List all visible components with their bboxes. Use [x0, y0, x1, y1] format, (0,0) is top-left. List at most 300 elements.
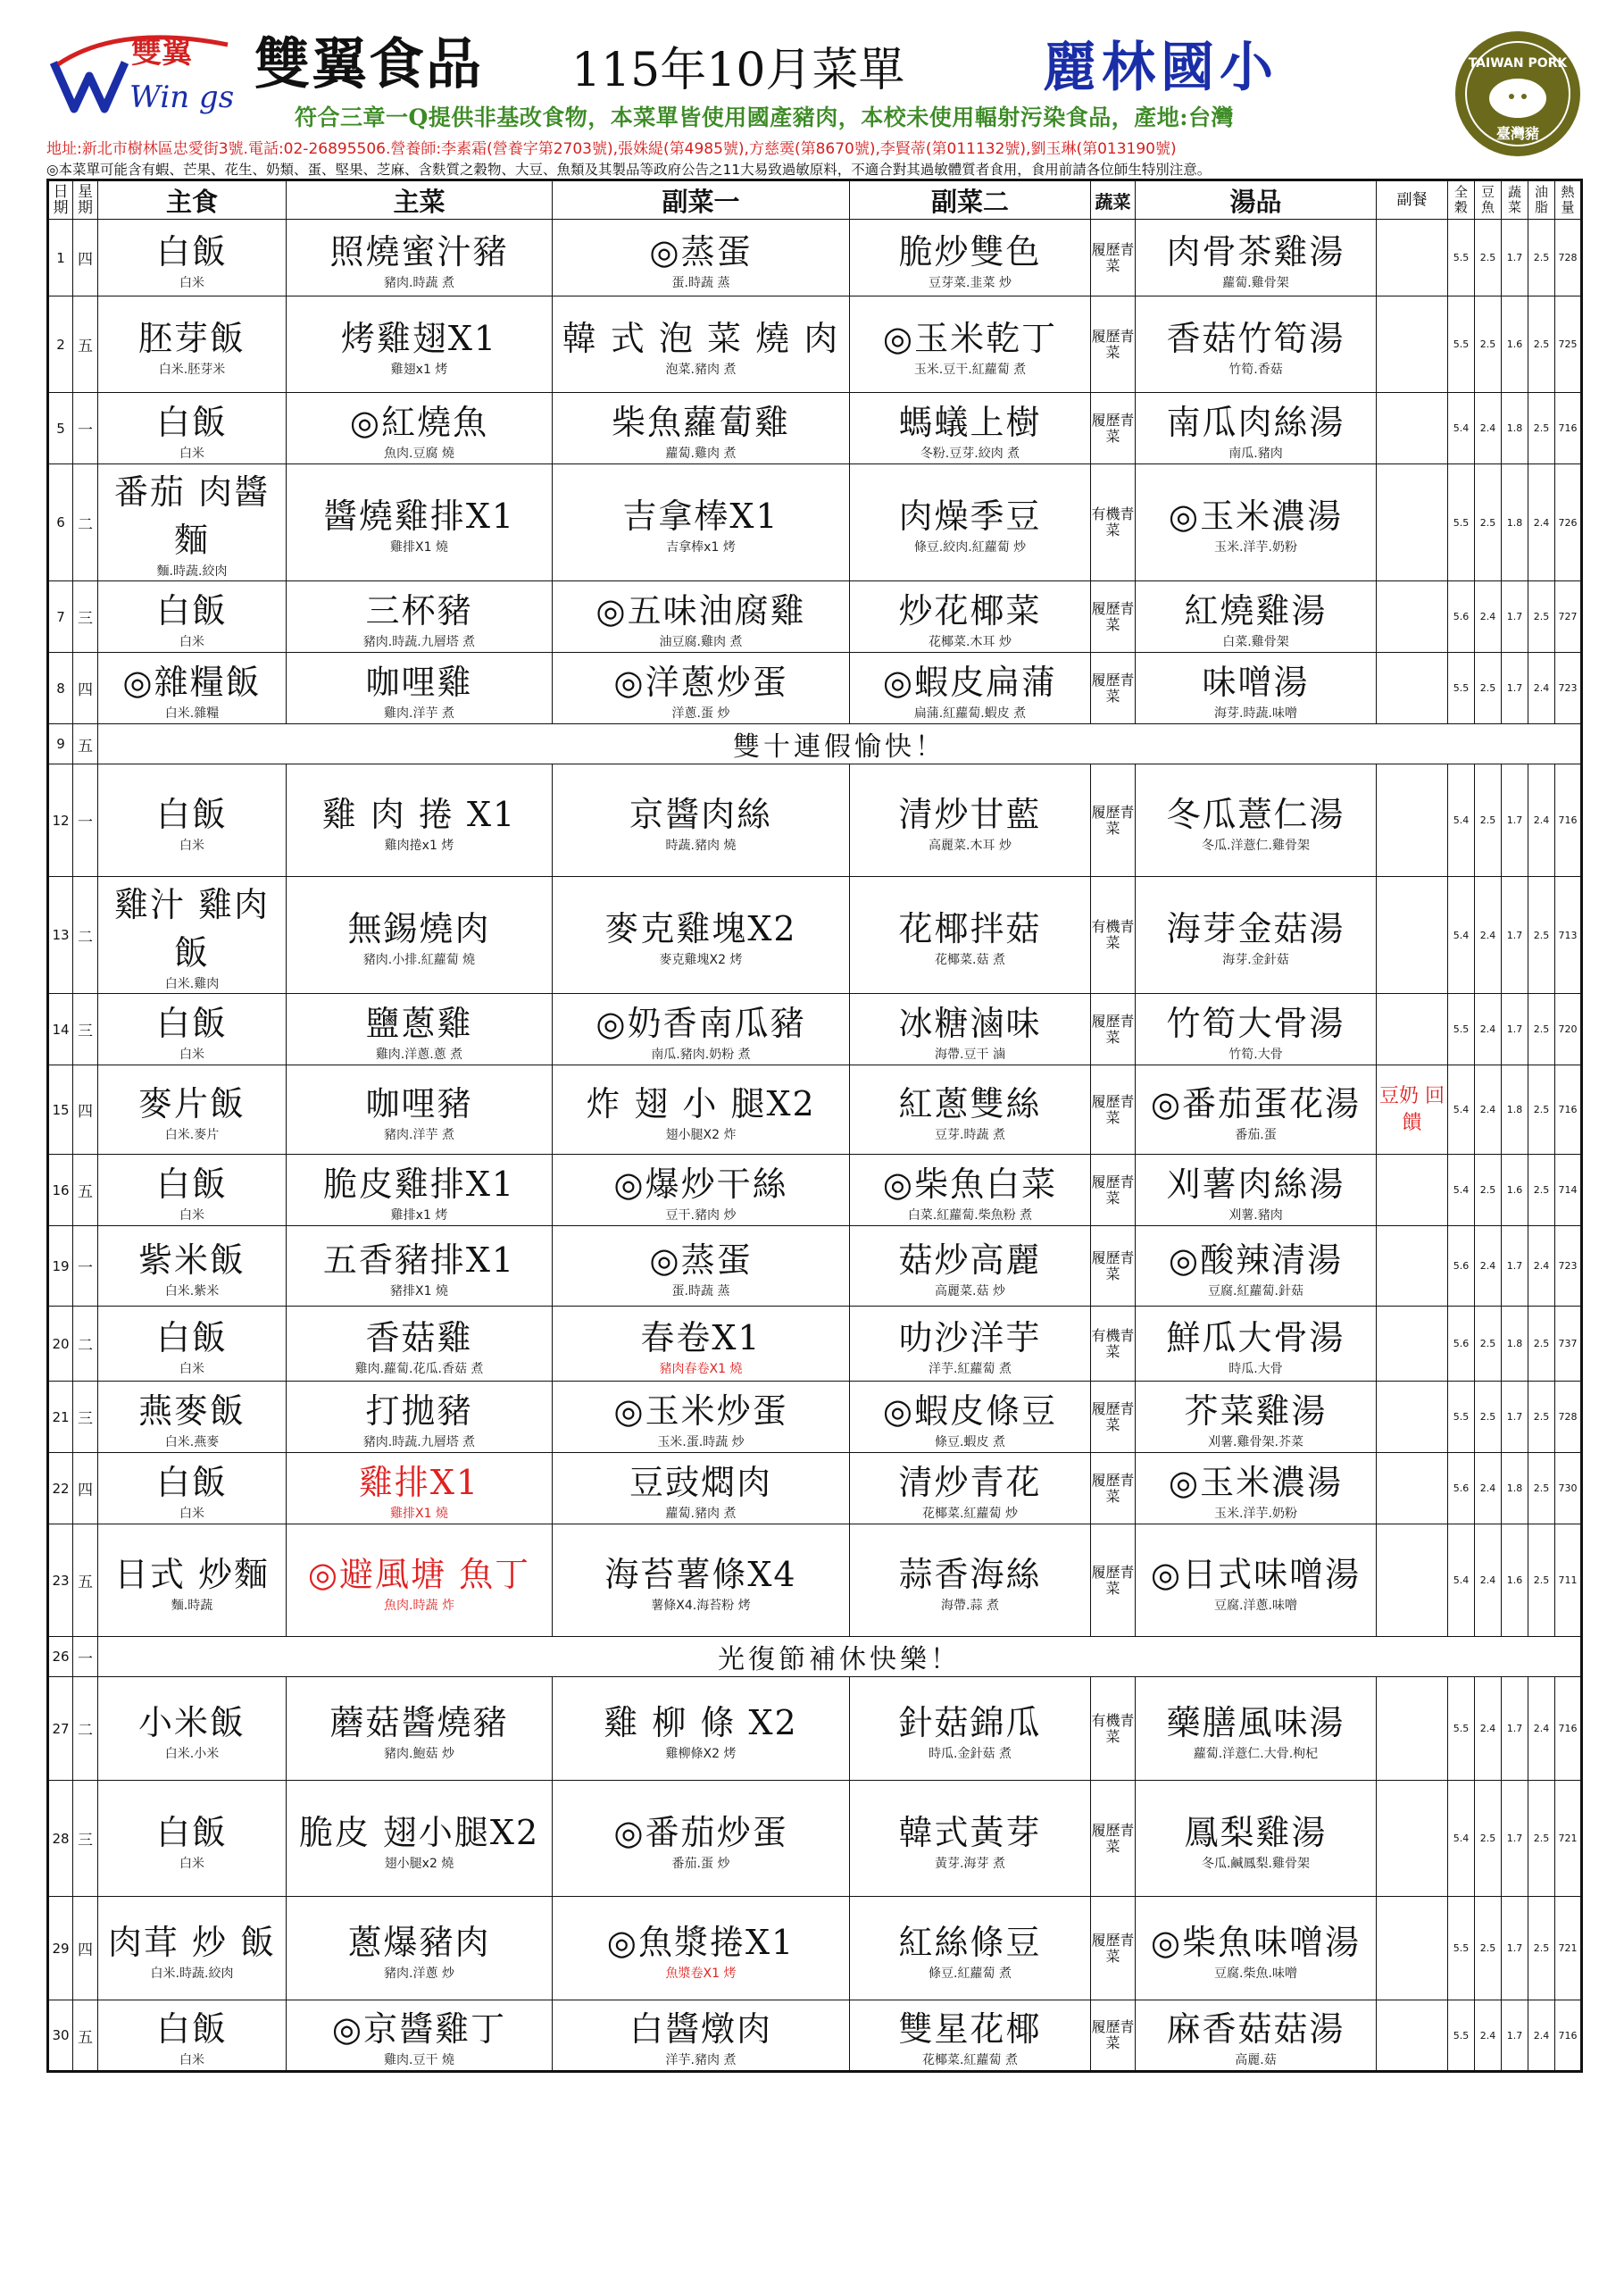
side1-ingredients: 吉拿棒x1 烤	[666, 540, 736, 555]
vendor-info: 地址:新北市樹林區忠愛街3號.電話:02-26895506.營養師:李素霜(營養字第2703號),張姝緹(第4985號),方慈霙(第8670號),李賢蒂(第011132號),劉玉琳(第013190號)	[46, 140, 1177, 158]
soup-cell	[1136, 1781, 1377, 1897]
menu-header	[0, 0, 1624, 179]
main-ingredients: 雞肉.洋芋 煮	[384, 706, 454, 721]
vegetable-value: 1.8	[1502, 464, 1528, 581]
staple-ingredients: 白米	[179, 275, 204, 290]
soup-cell	[1136, 296, 1377, 393]
side1-name: ◎魚漿捲X1	[606, 1922, 795, 1962]
main-name: ◎避風塘 魚丁	[307, 1554, 531, 1594]
side2-name: 菇炒高麗	[898, 1240, 1042, 1280]
staple-name: 白飯	[155, 1317, 228, 1357]
staple-name: 日式 炒麵	[113, 1554, 271, 1594]
side2-name: 針菇錦瓜	[898, 1702, 1042, 1742]
date-cell: 8	[48, 653, 73, 724]
side2-dish	[850, 996, 1090, 1064]
weekday-cell: 五	[73, 1524, 98, 1637]
calories-value: 716	[1555, 1065, 1582, 1155]
badge-bottom-text: 臺灣豬	[1495, 125, 1540, 142]
grain-value: 5.4	[1448, 1781, 1475, 1897]
side2-ingredients: 花椰菜.紅蘿蔔 煮	[922, 2053, 1018, 2067]
side1-name: 雞 柳 條 X2	[604, 1702, 798, 1742]
soup-ingredients: 玉米.洋芋.奶粉	[1214, 1506, 1297, 1521]
main-cell	[287, 764, 553, 877]
main-dish	[287, 1383, 552, 1451]
main-dish	[287, 1805, 552, 1873]
main-cell	[287, 393, 553, 464]
main-cell	[287, 1155, 553, 1226]
side1-name: ◎蒸蛋	[649, 1240, 753, 1280]
soup-ingredients: 豆腐.紅蘿蔔.針菇	[1208, 1283, 1303, 1298]
fat-value: 2.5	[1528, 994, 1555, 1065]
extra-cell	[1377, 2000, 1448, 2072]
side1-cell	[553, 653, 850, 724]
grain-value: 5.5	[1448, 1382, 1475, 1453]
veg-cell: 履歷青菜	[1091, 220, 1136, 296]
veg-cell: 履歷青菜	[1091, 764, 1136, 877]
side2-ingredients: 白菜.紅蘿蔔.柴魚粉 煮	[907, 1207, 1033, 1223]
grain-value: 5.5	[1448, 2000, 1475, 2072]
col-side2: 副菜二	[850, 180, 1091, 220]
logo-text: 雙翼	[131, 35, 192, 71]
soup-ingredients: 冬瓜.鹹鳳梨.雞骨架	[1202, 1856, 1310, 1871]
soup-cell	[1136, 1155, 1377, 1226]
soup-ingredients: 豆腐.洋蔥.味噌	[1214, 1598, 1297, 1613]
extra-cell	[1377, 877, 1448, 994]
veg-cell: 有機青菜	[1091, 1307, 1136, 1382]
side2-cell	[850, 2000, 1091, 2072]
soup-name: 肉骨茶雞湯	[1166, 231, 1345, 271]
main-ingredients: 豬肉.洋蔥 炒	[384, 1966, 454, 1981]
side1-dish	[553, 996, 849, 1064]
holiday-row	[48, 724, 1582, 764]
side1-ingredients: 南瓜.豬肉.奶粉 煮	[651, 1047, 751, 1062]
main-ingredients: 雞肉.洋蔥.蔥 煮	[375, 1047, 463, 1062]
protein-value: 2.5	[1475, 464, 1502, 581]
grain-value: 5.5	[1448, 220, 1475, 296]
side2-cell	[850, 764, 1091, 877]
logo-sub: Win gs	[129, 79, 235, 115]
vegetable-value: 1.6	[1502, 1155, 1528, 1226]
col-weekday: 星期	[73, 180, 98, 220]
col-vegetable: 蔬菜	[1502, 180, 1528, 220]
soup-name: ◎玉米濃湯	[1168, 1462, 1344, 1502]
soup-cell	[1136, 1453, 1377, 1524]
staple-cell	[98, 393, 287, 464]
soup-dish	[1136, 1076, 1376, 1144]
extra-cell	[1377, 1781, 1448, 1897]
soup-name: ◎番茄蛋花湯	[1150, 1083, 1362, 1123]
side2-ingredients: 海帶.蒜 煮	[941, 1598, 999, 1613]
veg-cell: 履歷青菜	[1091, 1524, 1136, 1637]
side2-dish	[850, 395, 1090, 463]
vegetable-value: 1.7	[1502, 1382, 1528, 1453]
extra-cell	[1377, 581, 1448, 653]
side2-name: 雙星花椰	[898, 2009, 1042, 2049]
company-title: 雙翼食品	[254, 31, 484, 96]
main-ingredients: 魚肉.時蔬 炸	[384, 1598, 454, 1613]
staple-dish	[98, 996, 286, 1064]
side2-cell	[850, 1155, 1091, 1226]
staple-cell	[98, 1524, 287, 1637]
main-dish	[287, 901, 552, 969]
side1-dish	[553, 1383, 849, 1451]
side2-cell	[850, 1307, 1091, 1382]
protein-value: 2.5	[1475, 1382, 1502, 1453]
protein-value: 2.5	[1475, 296, 1502, 393]
grain-value: 5.4	[1448, 393, 1475, 464]
side2-dish	[850, 1805, 1090, 1873]
staple-ingredients: 麵.時蔬.絞肉	[156, 564, 228, 579]
staple-ingredients: 白米.時蔬.絞肉	[150, 1966, 234, 1981]
side1-ingredients: 麥克雞塊X2 烤	[659, 953, 743, 967]
grain-value: 5.4	[1448, 764, 1475, 877]
main-cell	[287, 220, 553, 296]
side2-name: 冰糖滷味	[898, 1003, 1042, 1043]
protein-value: 2.5	[1475, 1897, 1502, 2000]
main-cell	[287, 1307, 553, 1382]
main-name: ◎紅燒魚	[349, 402, 489, 442]
protein-value: 2.5	[1475, 1307, 1502, 1382]
side1-cell	[553, 1155, 850, 1226]
side1-ingredients: 蛋.時蔬 蒸	[671, 275, 730, 290]
staple-dish	[98, 1805, 286, 1873]
extra-cell	[1377, 1307, 1448, 1382]
main-ingredients: 雞排X1 燒	[390, 1506, 448, 1521]
grain-value: 5.4	[1448, 1155, 1475, 1226]
soup-ingredients: 時瓜.大骨	[1228, 1361, 1283, 1376]
staple-dish	[98, 655, 286, 722]
main-ingredients: 豬排X1 燒	[390, 1283, 448, 1298]
vegetable-value: 1.8	[1502, 1453, 1528, 1524]
side1-ingredients: 豬肉春卷X1 燒	[659, 1361, 743, 1376]
fat-value: 2.5	[1528, 581, 1555, 653]
side1-ingredients: 蘿蔔.豬肉 煮	[665, 1506, 737, 1521]
protein-value: 2.4	[1475, 1065, 1502, 1155]
side1-ingredients: 泡菜.豬肉 煮	[665, 362, 737, 377]
side2-ingredients: 條豆.絞肉.紅蘿蔔 炒	[913, 540, 1027, 555]
main-name: 蘑菇醬燒豬	[329, 1702, 509, 1742]
veg-cell: 履歷青菜	[1091, 1382, 1136, 1453]
protein-value: 2.4	[1475, 1677, 1502, 1781]
side2-ingredients: 條豆.蝦皮 煮	[935, 1434, 1005, 1449]
vegetable-value: 1.7	[1502, 220, 1528, 296]
staple-name: 小米飯	[137, 1702, 246, 1742]
soup-dish	[1136, 2001, 1376, 2069]
soup-dish	[1136, 1455, 1376, 1523]
staple-ingredients: 白米	[179, 1361, 204, 1376]
side2-cell	[850, 220, 1091, 296]
fat-value: 2.4	[1528, 653, 1555, 724]
soup-name: ◎日式味噌湯	[1150, 1554, 1362, 1594]
staple-name: 白飯	[155, 590, 228, 630]
col-extra: 副餐	[1377, 180, 1448, 220]
vegetable-value: 1.7	[1502, 1897, 1528, 2000]
side2-dish	[850, 1455, 1090, 1523]
main-dish	[287, 996, 552, 1064]
soup-name: ◎玉米濃湯	[1168, 497, 1344, 536]
soup-name: ◎酸辣清湯	[1168, 1240, 1344, 1280]
side1-dish	[553, 583, 849, 651]
side2-ingredients: 扁蒲.紅蘿蔔.蝦皮 煮	[913, 706, 1027, 721]
main-name: 鹽蔥雞	[365, 1003, 473, 1043]
soup-cell	[1136, 877, 1377, 994]
protein-value: 2.4	[1475, 1226, 1502, 1307]
fat-value: 2.4	[1528, 764, 1555, 877]
soup-ingredients: 白菜.雞骨架	[1222, 634, 1289, 649]
company-logo	[49, 27, 237, 121]
side2-dish	[850, 583, 1090, 651]
main-cell	[287, 2000, 553, 2072]
col-staple: 主食	[98, 180, 287, 220]
soup-cell	[1136, 1677, 1377, 1781]
veg-cell: 履歷青菜	[1091, 1155, 1136, 1226]
soup-dish	[1136, 583, 1376, 651]
weekday-cell: 四	[73, 220, 98, 296]
date-cell: 2	[48, 296, 73, 393]
protein-value: 2.4	[1475, 581, 1502, 653]
staple-cell	[98, 1065, 287, 1155]
calories-value: 713	[1555, 877, 1582, 994]
date-cell: 16	[48, 1155, 73, 1226]
staple-cell	[98, 1897, 287, 2000]
soup-dish	[1136, 901, 1376, 969]
calories-value: 716	[1555, 1677, 1582, 1781]
menu-row	[48, 877, 1582, 994]
date-cell: 20	[48, 1307, 73, 1382]
fat-value: 2.5	[1528, 1897, 1555, 2000]
protein-value: 2.4	[1475, 877, 1502, 994]
veg-cell: 履歷青菜	[1091, 653, 1136, 724]
side1-name: 春卷X1	[640, 1317, 762, 1357]
compliance-statement: 符合三章一Q提供非基改食物，本菜單皆使用國產豬肉，本校未使用輻射污染食品，產地:台灣	[295, 104, 1235, 130]
main-name: 脆皮 翅小腿X2	[298, 1812, 540, 1852]
fat-value: 2.4	[1528, 1677, 1555, 1781]
side2-ingredients: 洋芋.紅蘿蔔 煮	[929, 1361, 1012, 1376]
side2-ingredients: 豆芽.時蔬 煮	[935, 1127, 1005, 1142]
extra-cell	[1377, 1897, 1448, 2000]
main-cell	[287, 994, 553, 1065]
grain-value: 5.6	[1448, 581, 1475, 653]
menu-row	[48, 1226, 1582, 1307]
protein-value: 2.5	[1475, 764, 1502, 877]
side1-name: 柴魚蘿蔔雞	[611, 402, 790, 442]
side2-ingredients: 高麗菜.木耳 炒	[929, 838, 1012, 853]
main-name: 香菇雞	[365, 1317, 473, 1357]
date-cell: 28	[48, 1781, 73, 1897]
grain-value: 5.5	[1448, 994, 1475, 1065]
staple-cell	[98, 581, 287, 653]
weekday-cell: 四	[73, 1897, 98, 2000]
soup-name: 紅燒雞湯	[1184, 590, 1328, 630]
main-dish	[287, 1915, 552, 1983]
calories-value: 730	[1555, 1453, 1582, 1524]
fat-value: 2.5	[1528, 877, 1555, 994]
soup-cell	[1136, 1897, 1377, 2000]
side1-name: ◎洋蔥炒蛋	[613, 662, 788, 702]
weekday-cell: 四	[73, 1065, 98, 1155]
vegetable-value: 1.7	[1502, 653, 1528, 724]
side1-dish	[553, 1455, 849, 1523]
weekday-cell: 二	[73, 1307, 98, 1382]
staple-cell	[98, 464, 287, 581]
staple-name: 燕麥飯	[137, 1390, 246, 1431]
col-date: 日期	[48, 180, 73, 220]
menu-row	[48, 296, 1582, 393]
main-cell	[287, 877, 553, 994]
staple-dish	[98, 1076, 286, 1144]
side1-dish	[553, 224, 849, 292]
date-cell: 7	[48, 581, 73, 653]
main-ingredients: 豬肉.時蔬.九層塔 煮	[362, 634, 476, 649]
staple-dish	[98, 1915, 286, 1983]
date-cell: 30	[48, 2000, 73, 2072]
col-side1: 副菜一	[553, 180, 850, 220]
side2-dish	[850, 1695, 1090, 1763]
side2-name: 紅蔥雙絲	[898, 1083, 1042, 1123]
soup-dish	[1136, 996, 1376, 1064]
staple-dish	[98, 464, 286, 580]
main-ingredients: 雞肉.豆干 燒	[384, 2053, 454, 2067]
veg-cell: 履歷青菜	[1091, 1897, 1136, 2000]
extra-cell	[1377, 764, 1448, 877]
weekday-cell: 二	[73, 464, 98, 581]
main-ingredients: 翅小腿x2 燒	[384, 1856, 454, 1871]
side1-ingredients: 油豆腐.雞肉 煮	[659, 634, 743, 649]
menu-row	[48, 1065, 1582, 1155]
fat-value: 2.5	[1528, 1307, 1555, 1382]
veg-cell: 有機青菜	[1091, 877, 1136, 994]
main-ingredients: 雞排x1 烤	[390, 1207, 448, 1223]
menu-row	[48, 1781, 1582, 1897]
staple-ingredients: 白米.雜糧	[164, 706, 220, 721]
side1-ingredients: 洋芋.豬肉 煮	[665, 2053, 737, 2067]
veg-cell: 履歷青菜	[1091, 994, 1136, 1065]
fat-value: 2.5	[1528, 220, 1555, 296]
grain-value: 5.5	[1448, 1897, 1475, 2000]
side2-name: 叻沙洋芋	[898, 1317, 1042, 1357]
vegetable-value: 1.7	[1502, 994, 1528, 1065]
main-name: 咖哩豬	[365, 1083, 473, 1123]
fat-value: 2.5	[1528, 296, 1555, 393]
side2-dish	[850, 1383, 1090, 1451]
grain-value: 5.5	[1448, 653, 1475, 724]
side1-ingredients: 雞柳條X2 烤	[665, 1746, 737, 1761]
side2-cell	[850, 1781, 1091, 1897]
protein-value: 2.5	[1475, 1155, 1502, 1226]
soup-dish	[1136, 395, 1376, 463]
side1-name: 京醬肉絲	[629, 794, 772, 834]
grain-value: 5.5	[1448, 1677, 1475, 1781]
soup-dish	[1136, 1383, 1376, 1451]
main-name: 雞 肉 捲 X1	[321, 794, 517, 834]
extra-cell	[1377, 464, 1448, 581]
side1-dish	[553, 1232, 849, 1300]
menu-row	[48, 653, 1582, 724]
date-cell: 23	[48, 1524, 73, 1637]
protein-value: 2.4	[1475, 1453, 1502, 1524]
side2-dish	[850, 1157, 1090, 1224]
side1-ingredients: 玉米.蛋.時蔬 炒	[657, 1434, 745, 1449]
soup-cell	[1136, 220, 1377, 296]
side2-ingredients: 花椰菜.木耳 炒	[929, 634, 1012, 649]
fat-value: 2.4	[1528, 2000, 1555, 2072]
side1-dish	[553, 655, 849, 722]
extra-cell	[1377, 1155, 1448, 1226]
col-grain: 全穀	[1448, 180, 1475, 220]
fat-value: 2.5	[1528, 393, 1555, 464]
holiday-message: 雙十連假愉快！	[98, 724, 1582, 764]
menu-row	[48, 464, 1582, 581]
side2-name: 蒜香海絲	[898, 1554, 1042, 1594]
soup-dish	[1136, 655, 1376, 722]
side2-cell	[850, 393, 1091, 464]
staple-ingredients: 白米	[179, 1856, 204, 1871]
side2-name: 紅絲條豆	[898, 1922, 1042, 1962]
veg-cell: 履歷青菜	[1091, 296, 1136, 393]
staple-name: 麥片飯	[137, 1083, 246, 1123]
side2-name: 炒花椰菜	[898, 590, 1042, 630]
main-ingredients: 豬肉.時蔬.九層塔 煮	[362, 1434, 476, 1449]
calories-value: 711	[1555, 1524, 1582, 1637]
staple-dish	[98, 583, 286, 651]
side2-dish	[850, 655, 1090, 722]
main-ingredients: 雞翅x1 烤	[390, 362, 448, 377]
side2-cell	[850, 877, 1091, 994]
menu-row	[48, 1382, 1582, 1453]
staple-cell	[98, 1382, 287, 1453]
side1-ingredients: 時蔬.豬肉 燒	[665, 838, 737, 853]
vegetable-value: 1.7	[1502, 2000, 1528, 2072]
soup-name: 鳳梨雞湯	[1184, 1812, 1328, 1852]
weekday-cell: 三	[73, 581, 98, 653]
weekday-cell: 四	[73, 1453, 98, 1524]
staple-dish	[98, 224, 286, 292]
main-name: 咖哩雞	[365, 662, 473, 702]
side1-dish	[553, 901, 849, 969]
side1-cell	[553, 1065, 850, 1155]
main-name: 醬燒雞排X1	[322, 497, 516, 536]
veg-cell: 履歷青菜	[1091, 1065, 1136, 1155]
vegetable-value: 1.6	[1502, 1524, 1528, 1637]
staple-name: 白飯	[155, 1812, 228, 1852]
extra-cell	[1377, 994, 1448, 1065]
soup-ingredients: 蘿蔔.雞骨架	[1222, 275, 1289, 290]
side2-name: 韓式黃芽	[898, 1812, 1042, 1852]
side1-name: 吉拿棒X1	[622, 497, 779, 536]
col-calories: 熱量	[1555, 180, 1582, 220]
soup-ingredients: 高麗.菇	[1235, 2053, 1277, 2067]
staple-dish	[98, 877, 286, 993]
soup-cell	[1136, 1307, 1377, 1382]
holiday-message: 光復節補休快樂！	[98, 1637, 1582, 1677]
side2-name: 清炒甘藍	[898, 794, 1042, 834]
fat-value: 2.5	[1528, 1524, 1555, 1637]
side1-ingredients: 洋蔥.蛋 炒	[671, 706, 730, 721]
soup-ingredients: 刈薯.雞骨架.芥菜	[1208, 1434, 1303, 1449]
staple-ingredients: 白米.胚芽米	[158, 362, 226, 377]
staple-dish	[98, 1547, 286, 1615]
side1-name: ◎爆炒干絲	[613, 1164, 788, 1204]
soup-cell	[1136, 1065, 1377, 1155]
side2-name: 螞蟻上樹	[898, 402, 1042, 442]
soup-cell	[1136, 581, 1377, 653]
menu-row	[48, 994, 1582, 1065]
side2-cell	[850, 1382, 1091, 1453]
veg-cell: 履歷青菜	[1091, 1453, 1136, 1524]
calories-value: 725	[1555, 296, 1582, 393]
main-name: 五香豬排X1	[322, 1240, 516, 1280]
side2-dish	[850, 1547, 1090, 1615]
